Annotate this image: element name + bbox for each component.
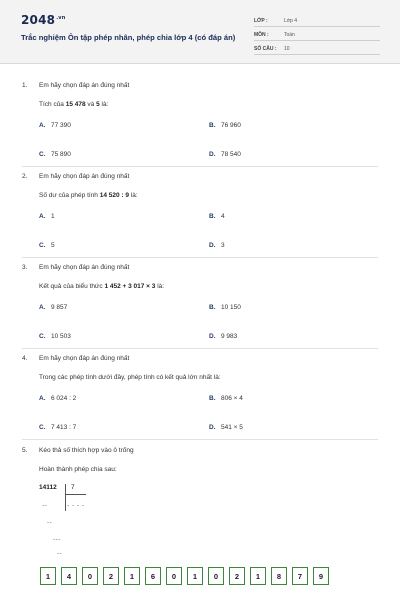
question-instruction: Kéo thả số thích hợp vào ô trống: [39, 447, 134, 454]
dividend: 14112: [39, 484, 57, 491]
division-bar-vertical: [65, 484, 66, 511]
question-divider: [22, 439, 378, 440]
number-tiles: [40, 567, 334, 585]
drop-slot[interactable]: --: [42, 502, 48, 509]
question-5: [22, 447, 382, 473]
number-tile[interactable]: 0: [82, 567, 98, 585]
number-tile[interactable]: 1: [40, 567, 56, 585]
answer-options: [39, 122, 379, 163]
number-tile[interactable]: 4: [61, 567, 77, 585]
number-tile[interactable]: 2: [229, 567, 245, 585]
option-b[interactable]: B. 76 960: [209, 122, 241, 129]
question-number: 2.: [22, 173, 28, 180]
option-b[interactable]: B. 806 × 4: [209, 395, 243, 402]
option-c[interactable]: C. 10 503: [39, 333, 71, 340]
question-stem: Trong các phép tính dưới đây, phép tính có kết quả lớn nhất là:: [39, 374, 221, 381]
drop-slot[interactable]: ---: [53, 536, 61, 543]
number-tile[interactable]: 1: [124, 567, 140, 585]
number-tile[interactable]: 0: [166, 567, 182, 585]
number-tile[interactable]: 7: [292, 567, 308, 585]
question-stem: Hoàn thành phép chia sau:: [39, 466, 117, 473]
answer-options: [39, 213, 379, 254]
question-number: 1.: [22, 82, 28, 89]
question-divider: [22, 166, 378, 167]
meta-row-count: [254, 43, 380, 55]
meta-value: 10: [284, 45, 290, 52]
option-b[interactable]: B. 4: [209, 213, 225, 220]
question-number: 5.: [22, 447, 28, 454]
drop-slot[interactable]: --: [57, 550, 63, 557]
option-b[interactable]: B. 10 150: [209, 304, 241, 311]
division-bar-horizontal: [65, 494, 86, 495]
question-instruction: Em hãy chọn đáp án đúng nhất: [39, 82, 130, 89]
page-title: Trắc nghiệm Ôn tập phép nhân, phép chia lớp 4 (có đáp án): [21, 33, 236, 42]
meta-value: Lớp 4: [284, 17, 298, 24]
number-tile[interactable]: 2: [103, 567, 119, 585]
meta-row-subject: [254, 29, 380, 41]
option-d[interactable]: D. 3: [209, 242, 225, 249]
answer-options: [39, 304, 379, 345]
number-tile[interactable]: 1: [187, 567, 203, 585]
question-instruction: Em hãy chọn đáp án đúng nhất: [39, 355, 130, 362]
meta-value: Toán: [284, 31, 295, 38]
drop-slot[interactable]: --: [47, 519, 53, 526]
option-d[interactable]: D. 541 × 5: [209, 424, 243, 431]
question-number: 3.: [22, 264, 28, 271]
option-a[interactable]: A. 9 857: [39, 304, 68, 311]
question-instruction: Em hãy chọn đáp án đúng nhất: [39, 264, 130, 271]
number-tile[interactable]: 8: [271, 567, 287, 585]
meta-label: LỚP :: [254, 17, 268, 24]
option-d[interactable]: D. 9 983: [209, 333, 238, 340]
number-tile[interactable]: 9: [313, 567, 329, 585]
question-stem: Kết quả của biểu thức 1 452 + 3 017 × 3 là:: [39, 283, 165, 290]
meta-label: MÔN :: [254, 31, 269, 38]
number-tile[interactable]: 1: [250, 567, 266, 585]
long-division: [39, 484, 159, 564]
question-stem: Tích của 15 478 và 5 là:: [39, 101, 109, 108]
quotient-drop-slot[interactable]: - - - -: [67, 502, 85, 509]
number-tile[interactable]: 6: [145, 567, 161, 585]
question-divider: [22, 257, 378, 258]
divisor: 7: [71, 484, 75, 491]
option-c[interactable]: C. 7 413 : 7: [39, 424, 77, 431]
question-stem: Số dư của phép tính 14 520 : 9 là:: [39, 192, 138, 199]
option-c[interactable]: C. 5: [39, 242, 55, 249]
question-instruction: Em hãy chọn đáp án đúng nhất: [39, 173, 130, 180]
document-header: [0, 0, 400, 64]
option-c[interactable]: C. 75 890: [39, 151, 71, 158]
site-logo[interactable]: $2048^{.vn}$: [21, 13, 66, 27]
meta-info: [254, 15, 380, 57]
option-a[interactable]: A. 6 024 : 2: [39, 395, 77, 402]
meta-label: SỐ CÂU :: [254, 45, 277, 52]
number-tile[interactable]: 0: [208, 567, 224, 585]
meta-row-grade: [254, 15, 380, 27]
question-divider: [22, 348, 378, 349]
option-a[interactable]: A. 1: [39, 213, 55, 220]
option-a[interactable]: A. 77 390: [39, 122, 71, 129]
answer-options: [39, 395, 379, 436]
option-d[interactable]: D. 78 540: [209, 151, 241, 158]
question-number: 4.: [22, 355, 28, 362]
